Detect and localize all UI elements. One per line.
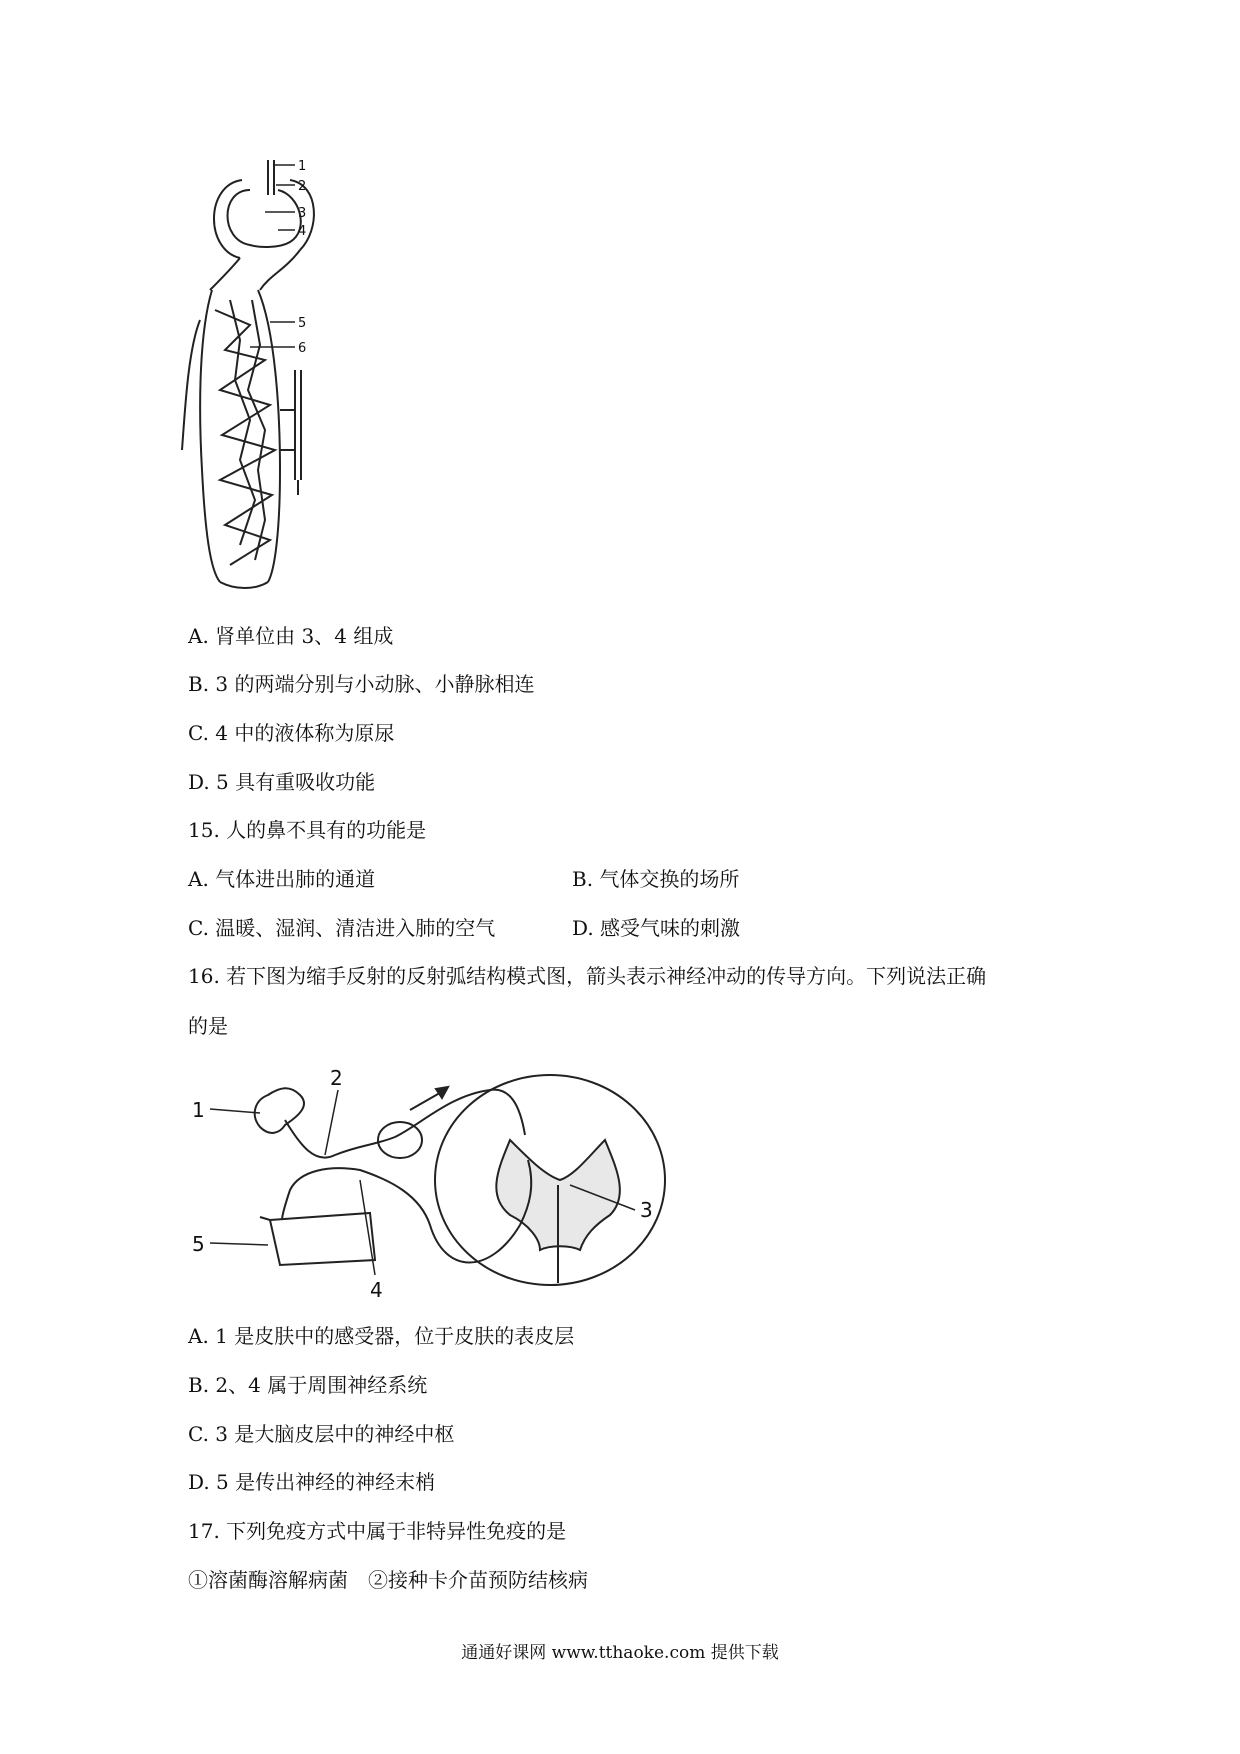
- nephron-label-3: 3: [298, 206, 307, 221]
- q14-option-b: B. 3 的两端分别与小动脉、小静脉相连: [188, 672, 535, 696]
- nephron-label-4: 4: [298, 224, 307, 239]
- nephron-label-1: 1: [298, 159, 307, 174]
- nephron-label-6: 6: [298, 341, 307, 356]
- q15-option-d: D. 感受气味的刺激: [572, 916, 741, 940]
- q15-stem: 15. 人的鼻不具有的功能是: [188, 818, 427, 842]
- nephron-diagram: [180, 150, 380, 595]
- q14-option-c: C. 4 中的液体称为原尿: [188, 721, 395, 745]
- q15-option-a: A. 气体进出肺的通道: [188, 867, 376, 891]
- nephron-label-2: 2: [298, 179, 307, 194]
- q16-option-c: C. 3 是大脑皮层中的神经中枢: [188, 1422, 455, 1446]
- reflex-label-3: 3: [640, 1198, 653, 1222]
- q15-option-b: B. 气体交换的场所: [572, 867, 740, 891]
- reflex-arc-diagram: [190, 1065, 710, 1305]
- q15-option-c: C. 温暖、湿润、清洁进入肺的空气: [188, 916, 496, 940]
- q16-option-d: D. 5 是传出神经的神经末梢: [188, 1470, 436, 1494]
- q17-stem: 17. 下列免疫方式中属于非特异性免疫的是: [188, 1519, 567, 1543]
- q16-stem-line2: 的是: [188, 1014, 228, 1038]
- reflex-label-4: 4: [370, 1278, 383, 1302]
- q16-stem-line1: 16. 若下图为缩手反射的反射弧结构模式图，箭头表示神经冲动的传导方向。下列说法正确: [188, 964, 987, 988]
- reflex-label-2: 2: [330, 1066, 343, 1090]
- page-footer: 通通好课网 www.tthaoke.com 提供下载: [461, 1643, 779, 1663]
- q16-option-b: B. 2、4 属于周围神经系统: [188, 1373, 428, 1397]
- reflex-label-1: 1: [192, 1098, 205, 1122]
- q14-option-a: A. 肾单位由 3、4 组成: [188, 624, 394, 648]
- nephron-label-5: 5: [298, 316, 307, 331]
- q16-option-a: A. 1 是皮肤中的感受器，位于皮肤的表皮层: [188, 1324, 575, 1348]
- q17-options-line: ①溶菌酶溶解病菌 ②接种卡介苗预防结核病: [188, 1568, 588, 1592]
- reflex-label-5: 5: [192, 1232, 205, 1256]
- q14-option-d: D. 5 具有重吸收功能: [188, 770, 376, 794]
